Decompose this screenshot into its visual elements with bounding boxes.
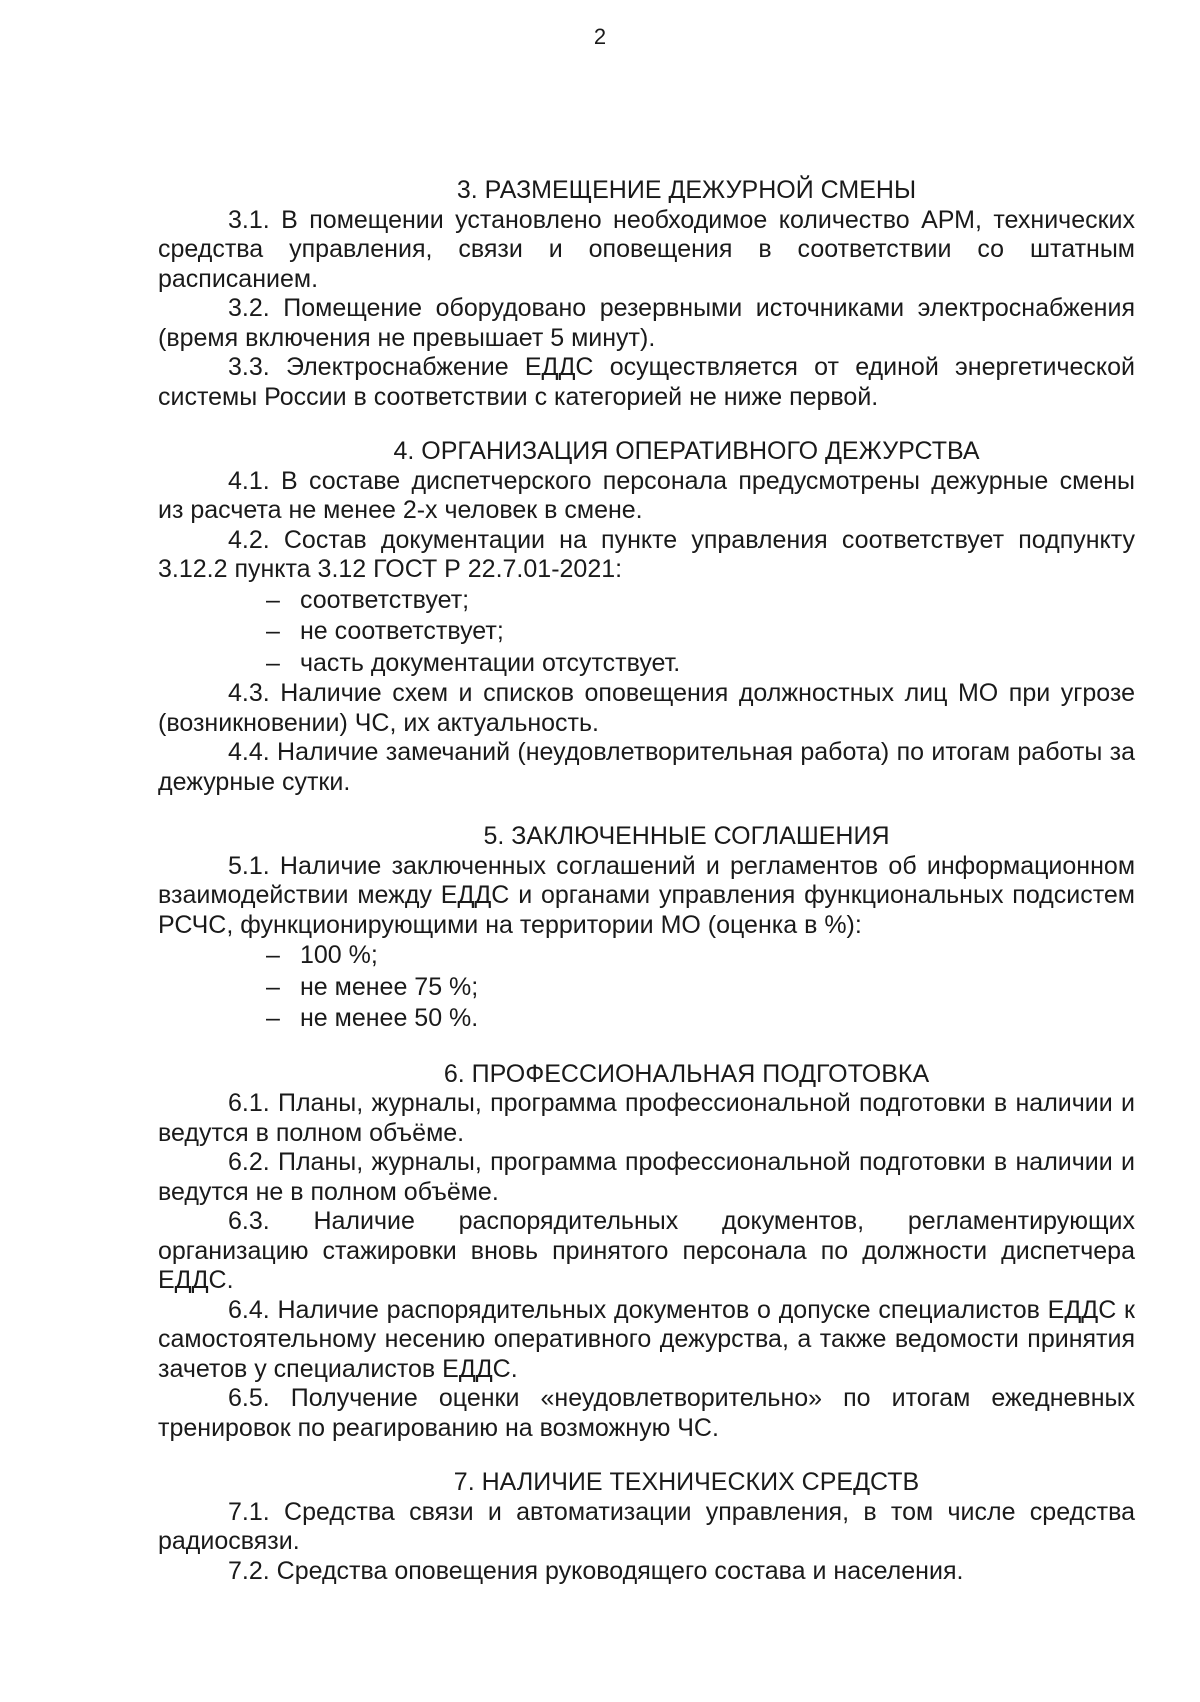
list-item-text: не соответствует; xyxy=(300,617,504,645)
paragraph-6-2: 6.2. Планы, журналы, программа профессиональной подготовки в наличии и ведутся не в полном объёме. xyxy=(158,1148,1135,1206)
page-number: 2 xyxy=(593,24,607,49)
list-item-text: часть документации отсутствует. xyxy=(300,648,681,677)
option-list xyxy=(158,940,1135,1035)
paragraph-4-3: 4.3. Наличие схем и списков оповещения должностных лиц МО при угрозе (возникновении) ЧС, их актуальность. xyxy=(158,679,1135,737)
section-heading: 7. НАЛИЧИЕ ТЕХНИЧЕСКИХ СРЕДСТВ xyxy=(453,1468,920,1496)
paragraph-3-1: 3.1. В помещении установлено необходимое количество АРМ, технических средства управления, связи и оповещения в соответствии со штатным расписанием. xyxy=(158,205,1135,293)
dash-mark: – xyxy=(266,585,280,614)
list-item xyxy=(266,648,1135,680)
section-5 xyxy=(158,822,1135,1035)
list-item xyxy=(266,616,1135,648)
section-4 xyxy=(158,437,1135,797)
section-heading: 3. РАЗМЕЩЕНИЕ ДЕЖУРНОЙ СМЕНЫ xyxy=(456,176,917,204)
document-body xyxy=(158,176,1135,1586)
list-item xyxy=(266,972,1135,1004)
section-heading: 4. ОРГАНИЗАЦИЯ ОПЕРАТИВНОГО ДЕЖУРСТВА xyxy=(393,437,980,465)
list-item xyxy=(266,1003,1135,1035)
dash-mark: – xyxy=(266,941,280,969)
paragraph-4-1: 4.1. В составе диспетчерского персонала предусмотрены дежурные смены из расчета не менее 2-х человек в смене. xyxy=(158,466,1135,524)
paragraph-4-2: 4.2. Состав документации на пункте управления соответствует подпункту 3.12.2 пункта 3.12 ГОСТ Р 22.7.01-2021: xyxy=(158,525,1135,583)
list-item-text: 100 %; xyxy=(300,941,378,969)
list-item-text: соответствует; xyxy=(300,585,470,614)
paragraph-6-4: 6.4. Наличие распорядительных документов о допуске специалистов ЕДДС к самостоятельному несению оперативного дежурства, а также ведомости принятия зачетов у специалистов ЕДДС. xyxy=(158,1295,1135,1383)
dash-mark: – xyxy=(266,1004,280,1032)
paragraph-4-4: 4.4. Наличие замечаний (неудовлетворительная работа) по итогам работы за дежурные сутки. xyxy=(158,738,1135,796)
option-list xyxy=(158,585,1135,680)
paragraph-6-1: 6.1. Планы, журналы, программа профессиональной подготовки в наличии и ведутся в полном объёме. xyxy=(158,1089,1135,1147)
section-3 xyxy=(158,176,1135,412)
dash-mark: – xyxy=(266,617,280,645)
list-item-text: не менее 75 %; xyxy=(300,972,479,1001)
list-item-text: не менее 50 %. xyxy=(300,1004,479,1032)
section-7 xyxy=(158,1468,1135,1586)
paragraph-3-2: 3.2. Помещение оборудовано резервными источниками электроснабжения (время включения не превышает 5 минут). xyxy=(158,294,1135,352)
paragraph-6-3: 6.3. Наличие распорядительных документов, регламентирующих организацию стажировки вновь принятого персонала по должности диспетчера ЕДДС. xyxy=(158,1207,1135,1294)
list-item xyxy=(266,585,1135,617)
paragraph-5-1: 5.1. Наличие заключенных соглашений и регламентов об информационном взаимодействии между ЕДДС и органами управления функциональных подсистем РСЧС, функционирующими на территории МО (оценка в %): xyxy=(158,851,1135,939)
section-heading: 5. ЗАКЛЮЧЕННЫЕ СОГЛАШЕНИЯ xyxy=(483,822,890,850)
paragraph-7-2: 7.2. Средства оповещения руководящего состава и населения. xyxy=(228,1556,964,1585)
dash-mark: – xyxy=(266,648,280,677)
section-heading: 6. ПРОФЕССИОНАЛЬНАЯ ПОДГОТОВКА xyxy=(443,1059,930,1088)
paragraph-6-5: 6.5. Получение оценки «неудовлетворительно» по итогам ежедневных тренировок по реагированию на возможную ЧС. xyxy=(158,1384,1135,1442)
dash-mark: – xyxy=(266,972,280,1001)
list-item xyxy=(266,940,1135,972)
paragraph-7-1: 7.1. Средства связи и автоматизации управления, в том числе средства радиосвязи. xyxy=(158,1497,1135,1555)
section-6 xyxy=(158,1060,1135,1444)
paragraph-3-3: 3.3. Электроснабжение ЕДДС осуществляется от единой энергетической системы России в соответствии с категорией не ниже первой. xyxy=(158,353,1135,411)
